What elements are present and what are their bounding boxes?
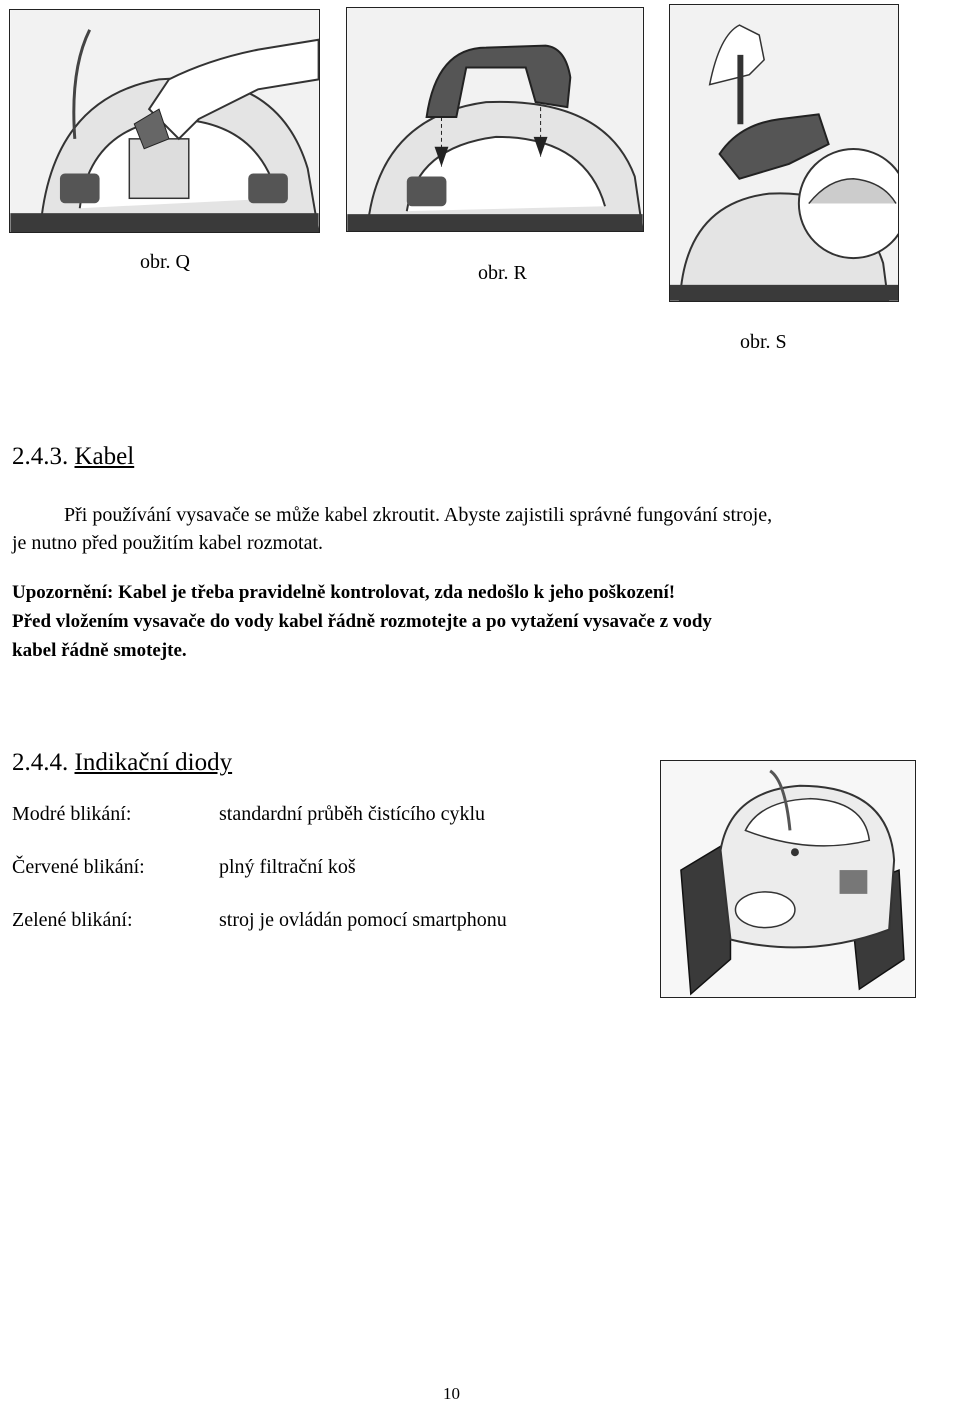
warning-line: kabel řádně smotejte. [12,640,187,661]
figure-s-caption: obr. S [740,331,787,353]
led-label: Zelené blikání: [12,909,133,931]
warning-line: Před vložením vysavače do vody kabel řádně rozmotejte a po vytažení vysavače z vody [12,611,712,632]
led-row-blue [0,803,640,829]
section-leds-heading [12,749,232,777]
figure-s-image [669,4,899,302]
led-label: Modré blikání: [12,803,132,825]
warning-line: Upozornění: Kabel je třeba pravidelně kontrolovat, zda nedošlo k jeho poškození! [12,582,676,603]
section-title: Kabel [74,443,135,470]
figure-r-caption: obr. R [478,262,527,284]
figure-q-caption: obr. Q [140,251,190,273]
robot-open-hand-illustration [10,10,319,232]
led-description: plný filtrační koš [219,856,356,878]
paragraph-line: Při používání vysavače se může kabel zkroutit. Abyste zajistili správné fungování stroje, [64,504,773,526]
paragraph-line: je nutno před použitím kabel rozmotat. [12,532,324,554]
led-row-green [0,909,640,935]
figure-q-image [9,9,320,233]
led-row-red [0,856,640,882]
figure-r-image [346,7,644,232]
section-number: 2.4.4. [12,749,69,776]
page-number: 10 [443,1384,460,1403]
cable-paragraph [12,501,912,557]
led-description: standardní průběh čistícího cyklu [219,803,486,825]
led-description: stroj je ovládán pomocí smartphonu [219,909,507,931]
robot-cleaner-illustration [661,761,915,997]
section-title: Indikační diody [74,749,233,776]
robot-cover-removal-illustration [347,8,643,231]
cable-warning [12,578,912,665]
led-label: Červené blikání: [12,856,145,878]
section-number: 2.4.3. [12,443,69,470]
robot-led-image [660,760,916,998]
robot-screwdriver-illustration [670,5,898,301]
section-cable-heading [12,443,134,471]
